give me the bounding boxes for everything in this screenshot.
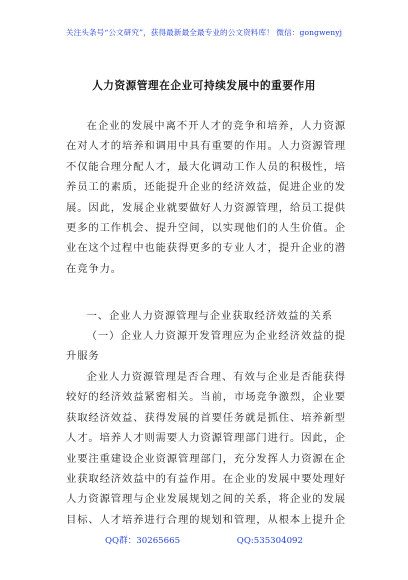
document-title: 人力资源管理在企业可持续发展中的重要作用 [92, 80, 316, 92]
footer-qq-number: QQ:535304092 [236, 536, 303, 546]
section-heading-1: 一、企业人力资源管理与企业获取经济效益的关系 [86, 310, 333, 322]
paragraph-intro: 在企业的发展中离不开人才的竞争和培养，人力资源在对人才的培养和调用中具有重要的作用。人力资源管理不仅能合理分配人才，最大化调动工作人员的积极性，培养员工的素质，还能提升企业的经济效益，促进企业的发展。因此，发展企业就要做好人力资源管理，给员工提供更多的工作机会、提升空间，以实现他们的人生价值。企业在这个过程中也能获得更多的专业人才，提升企业的潜在竞争力。 [66, 120, 346, 275]
header-promo-note: 关注头条号“公文研究”，获得最新最全最专业的公文资料库！ 微信：gongwenyj [65, 28, 343, 37]
footer-qq-group: QQ群：30265665 [105, 536, 181, 546]
subsection-heading-1-1: （一）企业人力资源开发管理应为企业经济效益的提升服务 [66, 330, 346, 363]
footer-contact [40, 534, 368, 546]
paragraph-section-1-1: 企业人力资源管理是否合理、有效与企业是否能获得较好的经济效益紧密相关。当前，市场竞争激烈，企业要获取经济效益、获得发展的首要任务就是抓住、培养新型人才。培养人才则需要人力资源管理部门进行。因此，企业要注重建设企业资源管理部门，充分发挥人力资源在企业获取经济效益中的有益作用。在企业的发展中要处理好人力资源管理与企业发展规划之间的关系，将企业的发展目标、人才培养进行合理的规划和管理，从根本上提升企 [66, 371, 346, 526]
